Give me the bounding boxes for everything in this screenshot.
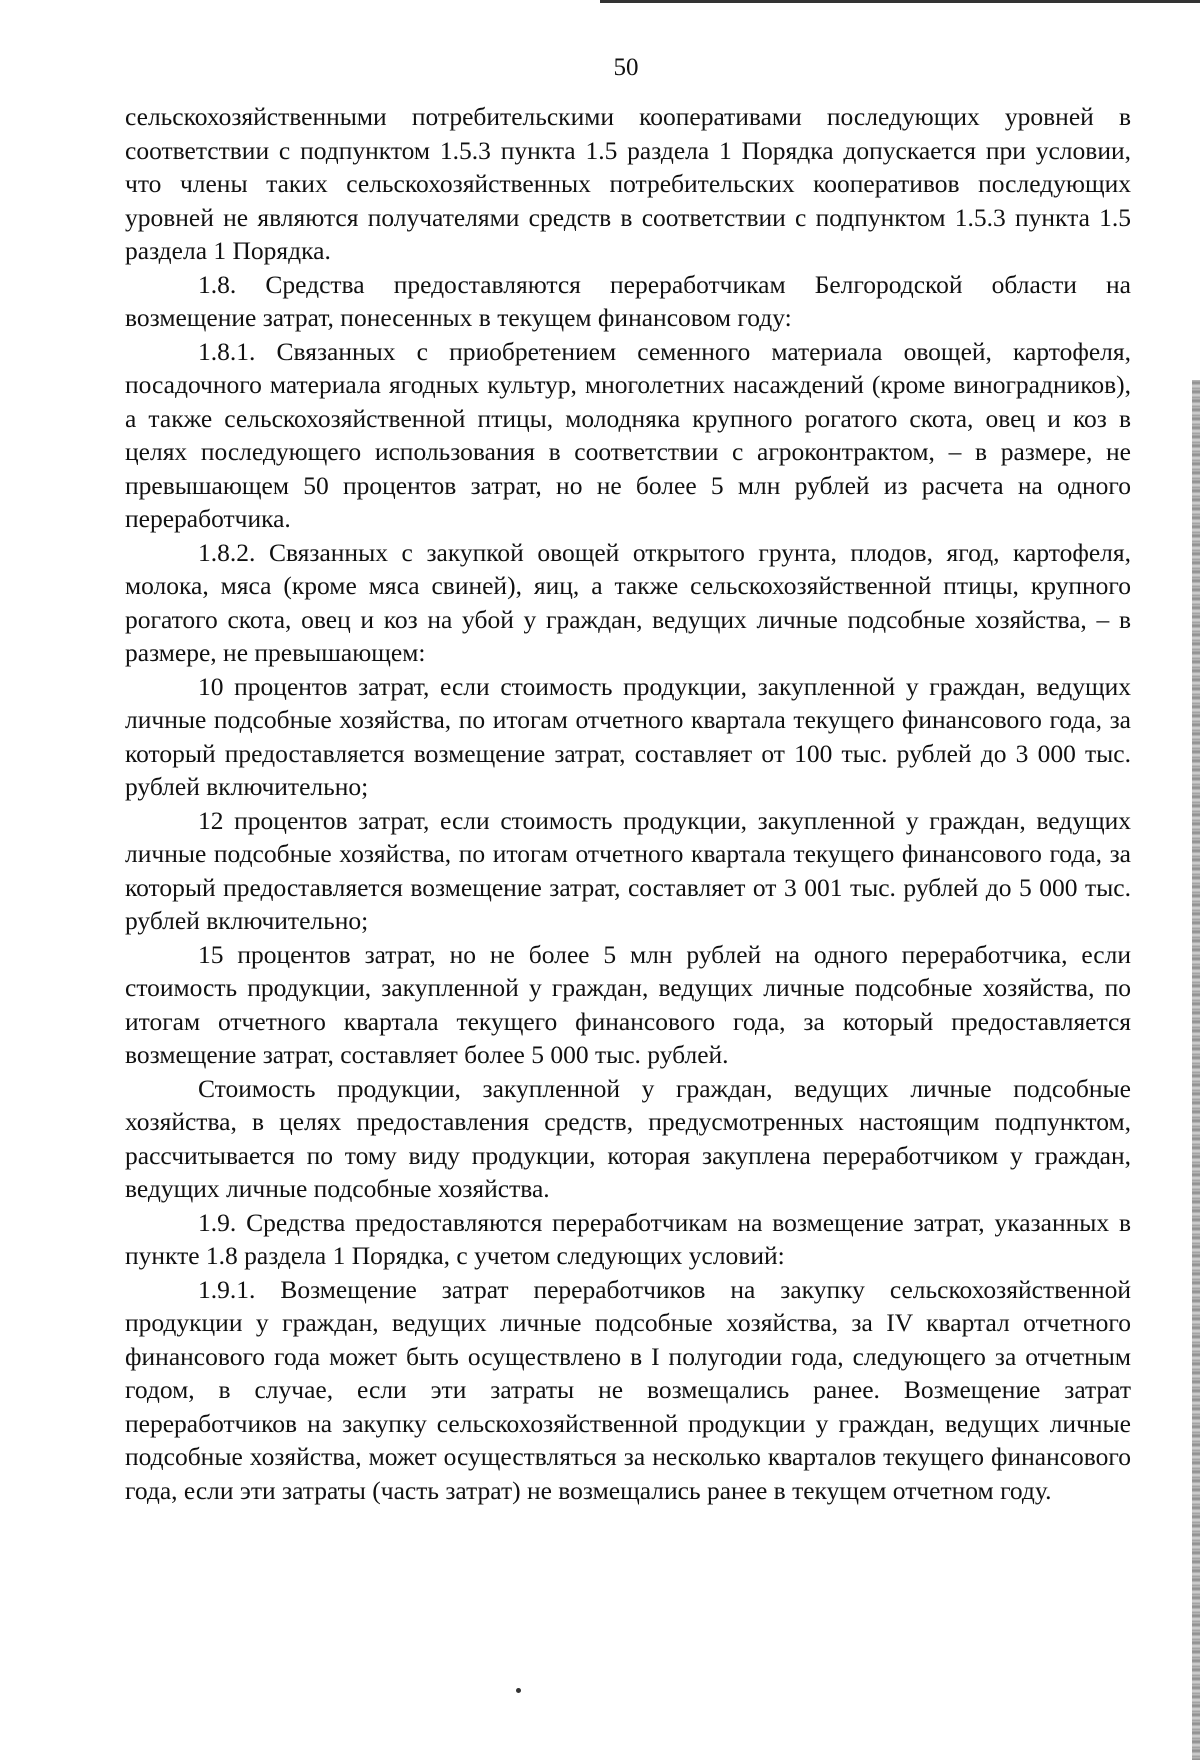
paragraph-continuation: сельскохозяйственными потребительскими кооперативами последующих уровней в соответствии с подпунктом 1.5.3 пункта 1.5 раздела 1 Порядка допускается при условии, что члены таких сельскохозяйственных потребительских кооперативов последующих уровней не являются получателями средств в соответствии с подпунктом 1.5.3 пункта 1.5 раздела 1 Порядка.	[125, 102, 1131, 265]
paragraph-rate-12: 12 процентов затрат, если стоимость продукции, закупленной у граждан, ведущих личные подсобные хозяйства, по итогам отчетного квартала текущего финансового года, за который предоставляется возмещение затрат, составляет от 3 001 тыс. рублей до 5 000 тыс. рублей включительно;	[125, 805, 1131, 935]
paragraph-rate-15: 15 процентов затрат, но не более 5 млн рублей на одного переработчика, если стоимость продукции, закупленной у граждан, ведущих личные подсобные хозяйства, по итогам отчетного квартала текущего финансового года, за который предоставляется возмещение затрат, составляет более 5 000 тыс. рублей.	[125, 939, 1131, 1069]
paragraph-1-8-1: 1.8.1. Связанных с приобретением семенного материала овощей, картофеля, посадочного материала ягодных культур, многолетних насаждений (кроме виноградников), а также сельскохозяйственной птицы, молодняка крупного рогатого скота, овец и коз в целях последующего использования в соответствии с агроконтрактом, – в размере, не превышающем 50 процентов затрат, но не более 5 млн рублей из расчета на одного переработчика.	[125, 336, 1131, 533]
scan-speck	[516, 1688, 521, 1693]
paragraph-1-8-2: 1.8.2. Связанных с закупкой овощей открытого грунта, плодов, ягод, картофеля, молока, мяса (кроме мяса свиней), яиц, а также сельскохозяйственной птицы, крупного рогатого скота, овец и коз на убой у граждан, ведущих личные подсобные хозяйства, – в размере, не превышающем:	[125, 537, 1131, 667]
paragraph-rate-10: 10 процентов затрат, если стоимость продукции, закупленной у граждан, ведущих личные подсобные хозяйства, по итогам отчетного квартала текущего финансового года, за который предоставляется возмещение затрат, составляет от 100 тыс. рублей до 3 000 тыс. рублей включительно;	[125, 671, 1131, 801]
paragraph-cost-calculation: Стоимость продукции, закупленной у граждан, ведущих личные подсобные хозяйства, в целях предоставления средств, предусмотренных настоящим подпунктом, рассчитывается по тому виду продукции, которая закуплена переработчиком у граждан, ведущих личные подсобные хозяйства.	[125, 1073, 1131, 1203]
paragraph-1-8: 1.8. Средства предоставляются переработчикам Белгородской области на возмещение затрат, понесенных в текущем финансовом году:	[125, 269, 1131, 332]
paragraph-1-9-1: 1.9.1. Возмещение затрат переработчиков на закупку сельскохозяйственной продукции у граждан, ведущих личные подсобные хозяйства, за IV квартал отчетного финансового года может быть осуществлено в I полугодии года, следующего за отчетным годом, в случае, если эти затраты не возмещались ранее. Возмещение затрат переработчиков на закупку сельскохозяйственной продукции у граждан, ведущих личные подсобные хозяйства, может осуществляться за несколько кварталов текущего финансового года, если эти затраты (часть затрат) не возмещались ранее в текущем отчетном году.	[125, 1274, 1131, 1505]
page-number: 50	[613, 54, 639, 81]
scan-border-line	[600, 0, 1200, 3]
scan-edge-shadow	[1192, 380, 1200, 1760]
paragraph-1-9: 1.9. Средства предоставляются переработчикам на возмещение затрат, указанных в пункте 1.8 раздела 1 Порядка, с учетом следующих условий:	[125, 1207, 1131, 1270]
document-body	[125, 100, 1131, 1507]
